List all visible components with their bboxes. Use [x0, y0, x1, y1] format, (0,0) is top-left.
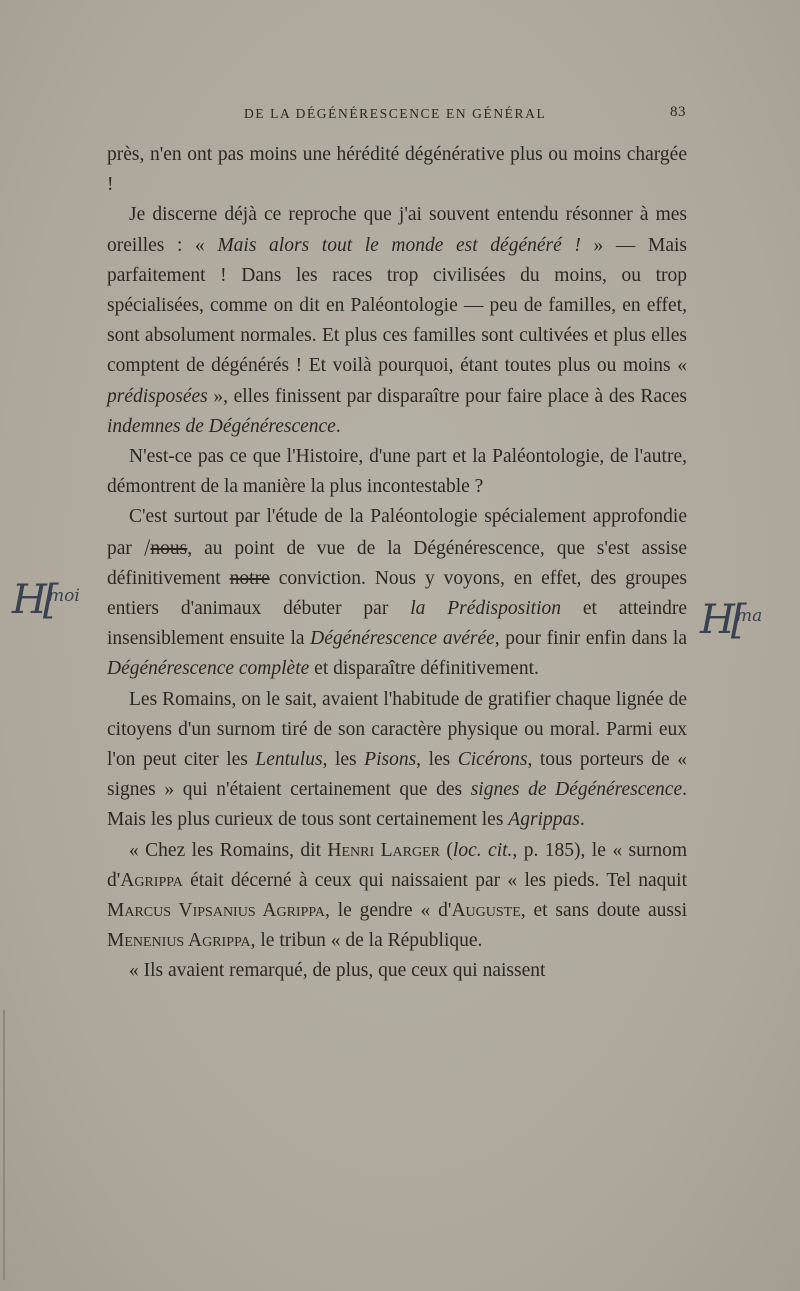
paragraph-5 — [107, 685, 687, 836]
p5-text-k: . — [579, 809, 585, 831]
struck-word-nous: nous — [150, 537, 188, 559]
p6-sc-auguste: Auguste — [451, 900, 521, 922]
p2-text-e: », elles finissent par disparaître pour faire place à des Races — [207, 385, 687, 407]
page-edge-shadow — [3, 1010, 5, 1280]
p6-sc-agrippa: Agrippa — [120, 869, 183, 891]
body-text — [107, 140, 687, 987]
correction-word-right: ma — [736, 606, 763, 626]
p2-italic-indemnes: indemnes de Dégénérescence — [107, 415, 336, 437]
p6-text-k: , et sans doute aussi — [520, 900, 688, 922]
p6-text-g: était décerné à ceux qui naissaient par « les pieds. Tel naquit — [182, 869, 687, 891]
p6-text-m: , le tribun « de la République. — [250, 930, 483, 952]
margin-annotation-left — [12, 577, 104, 640]
page-number: 83 — [670, 104, 686, 120]
p2-italic-predisposees: prédisposées — [107, 385, 208, 407]
insertion-slash: / — [143, 535, 151, 559]
p2-text-c: » — Mais parfaitement ! Dans les races trop civilisées du moins, ou trop spécialisées, comme on dit en Paléontologie — peu de familles, en effet, sont absolument normales. Et plus ces familles sont cultivées et plus elles comptent de dégénérés ! Et voilà pourquoi, étant toutes plus ou moins « — [107, 234, 688, 377]
p2-text-g: . — [335, 415, 341, 437]
p4-text-a: C'est surtout par l'étude de la Paléontologie spécialement approfondie par — [107, 506, 687, 559]
p6-text-c: ( — [439, 839, 453, 861]
p4-italic-complete: Dégénérescence complète — [107, 658, 310, 680]
paragraph-1 — [107, 140, 687, 200]
margin-annotation-right — [700, 597, 790, 660]
correction-mark-right: H[ — [700, 597, 743, 643]
correction-mark-left: H[ — [12, 577, 55, 623]
p4-italic-predisposition: la Prédisposition — [410, 598, 561, 620]
page-header — [108, 104, 686, 128]
paragraph-7 — [107, 956, 687, 986]
p4-text-e: et atteindre insensiblement ensuite la — [107, 598, 687, 650]
p4-text-b: , au point de vue de la Dégénérescence, que s'est assise définitivement — [107, 537, 687, 589]
p5-italic-agrippas: Agrippas — [508, 809, 580, 831]
paragraph-6 — [107, 836, 687, 957]
p4-text-g: , pour finir enfin dans la — [494, 628, 687, 650]
p6-italic-loc-cit: loc. cit. — [452, 839, 513, 861]
p2-italic-quote: Mais alors tout le monde est dégénéré ! — [217, 234, 581, 256]
running-title: DE LA DÉGÉNÉRESCENCE EN GÉNÉRAL — [244, 106, 547, 121]
p5-italic-pisons: Pisons — [364, 749, 417, 771]
paragraph-1-text: près, n'en ont pas moins une hérédité dégénérative plus ou moins chargée ! — [107, 144, 687, 196]
paragraph-3-text: N'est-ce pas ce que l'Histoire, d'une part et la Paléontologie, de l'autre, démontrent de la manière la plus incontestable ? — [107, 446, 687, 498]
p6-sc-marcus: Marcus Vipsanius Agrippa — [107, 900, 325, 922]
p6-text-a: « Chez les Romains, dit — [129, 839, 328, 861]
struck-word-notre: notre — [229, 567, 270, 589]
p6-sc-henri-larger: Henri Larger — [327, 839, 440, 861]
paragraph-4 — [107, 502, 687, 684]
p5-text-e: , les — [416, 749, 458, 771]
p6-text-i: , le gendre « d' — [325, 900, 452, 922]
p4-italic-averee: Dégénérescence avérée — [310, 628, 495, 650]
p4-text-i: et disparaître définitivement. — [309, 658, 539, 680]
p6-sc-menenius: Menenius Agrippa — [107, 930, 251, 952]
p5-text-a: Les Romains, on le sait, avaient l'habitude de gratifier chaque lignée de citoyens d'un surnom tiré de son caractère physique ou moral. Parmi eux l'on peut citer les — [107, 688, 687, 771]
p5-text-c: , les — [322, 749, 365, 771]
paragraph-2 — [107, 200, 687, 442]
paragraph-7-text: « Ils avaient remarqué, de plus, que ceux qui naissent — [129, 960, 546, 982]
paragraph-3 — [107, 442, 687, 502]
p2-text-a: Je discerne déjà ce reproche que j'ai souvent entendu résonner à mes oreilles : « — [107, 204, 687, 256]
p5-italic-cicerons: Cicérons — [457, 749, 528, 771]
p5-italic-lentulus: Lentulus — [255, 749, 323, 771]
p5-text-i: . Mais les plus curieux de tous sont certainement les — [107, 779, 687, 831]
p5-italic-signes: signes de Dégénérescence — [470, 779, 683, 801]
p5-text-g: , tous porteurs de « signes » qui n'étaient certainement que des — [107, 749, 687, 801]
p4-text-c: conviction. Nous y voyons, en effet, des groupes entiers d'animaux débuter par — [107, 567, 688, 620]
correction-word-left: moi — [48, 586, 80, 606]
p6-text-e: , p. 185), le « surnom d' — [107, 839, 687, 891]
